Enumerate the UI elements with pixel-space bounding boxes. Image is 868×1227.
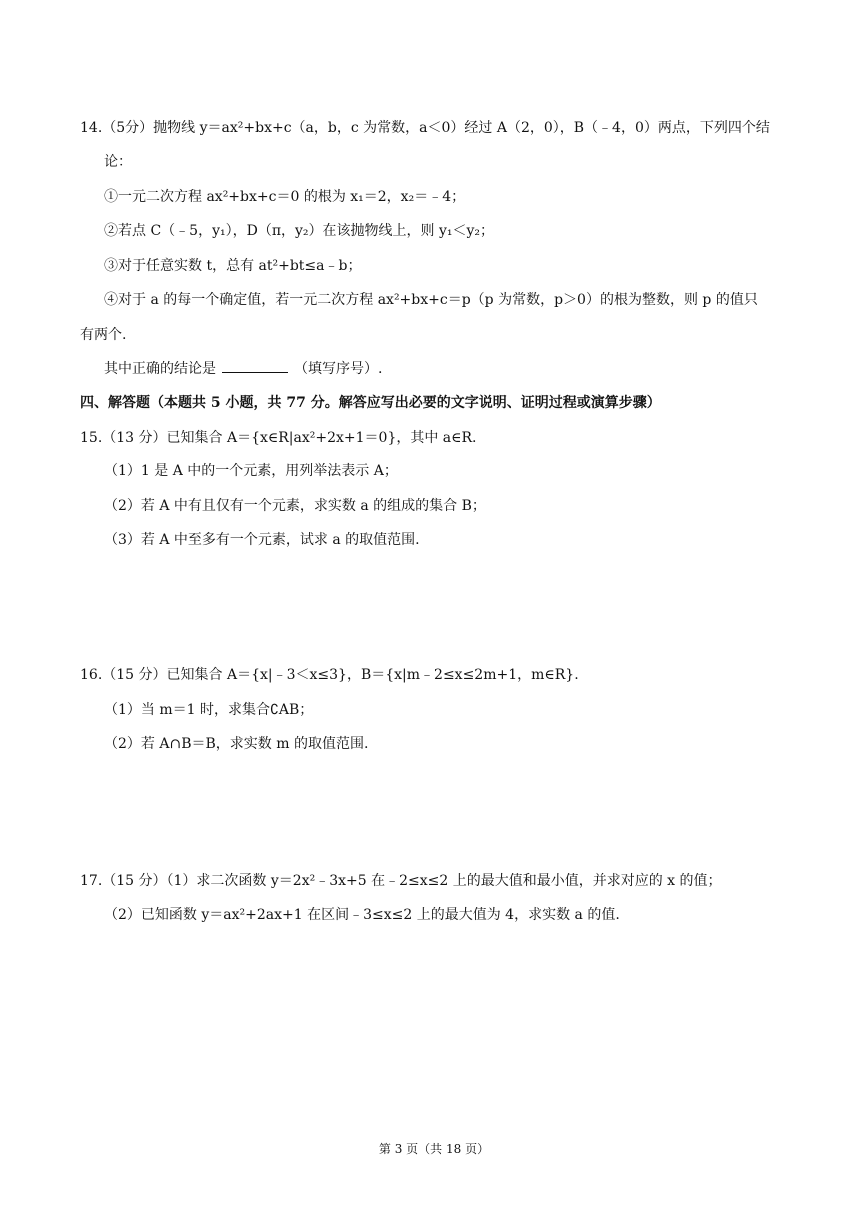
q15-part-1: （1）1 是 A 中的一个元素，用列举法表示 A； [104, 463, 398, 479]
q14-answer-prompt [104, 358, 382, 379]
q14-statement-2: ②若点 C（﹣5，y₁），D（π，y₂）在该抛物线上，则 y₁＜y₂； [104, 223, 495, 239]
q15-part-3: （3）若 A 中至多有一个元素，试求 a 的取值范围. [104, 532, 420, 548]
q15-stem: 15.（13 分）已知集合 A＝{x∈R|ax²+2x+1＝0}，其中 a∈R. [80, 430, 477, 446]
section-heading: 四、解答题（本题共 5 小题，共 77 分。解答应写出必要的文字说明、证明过程或演算步骤） [80, 395, 661, 411]
q16-part-2: （2）若 A∩B＝B，求实数 m 的取值范围. [104, 736, 369, 752]
q17-part-2: （2）已知函数 y＝ax²+2ax+1 在区间﹣3≤x≤2 上的最大值为 4，求实数 a 的值. [104, 907, 620, 923]
q14-statement-1: ①一元二次方程 ax²+bx+c＝0 的根为 x₁＝2，x₂＝﹣4； [104, 189, 466, 205]
q14-statement-4b: 有两个. [80, 327, 127, 343]
answer-blank [222, 358, 288, 373]
q17-part-1: 17.（15 分）（1）求二次函数 y＝2x²﹣3x+5 在﹣2≤x≤2 上的最大值和最小值，并求对应的 x 的值； [80, 873, 722, 889]
q14-stem-line1: 14.（5分）抛物线 y＝ax²+bx+c（a，b，c 为常数，a＜0）经过 A（2，0），B（﹣4，0）两点，下列四个结 [80, 120, 770, 136]
q16-stem: 16.（15 分）已知集合 A＝{x|﹣3＜x≤3}，B＝{x|m﹣2≤x≤2m+1，m∈R}. [80, 667, 579, 683]
q14-prompt-suffix: （填写序号）. [294, 361, 383, 377]
page-footer: 第 3 页（共 18 页） [378, 1142, 490, 1156]
q14-statement-4a: ④对于 a 的每一个确定值，若一元二次方程 ax²+bx+c＝p（p 为常数，p＞0）的根为整数，则 p 的值只 [104, 292, 758, 308]
q15-part-2: （2）若 A 中有且仅有一个元素，求实数 a 的组成的集合 B； [104, 498, 486, 514]
q14-stem-line2: 论： [104, 154, 132, 170]
q16-part-1: （1）当 m＝1 时，求集合∁AB； [104, 702, 314, 718]
q14-prompt-text: 其中正确的结论是 [104, 361, 216, 377]
q14-statement-3: ③对于任意实数 t，总有 at²+bt≤a﹣b； [104, 258, 362, 274]
